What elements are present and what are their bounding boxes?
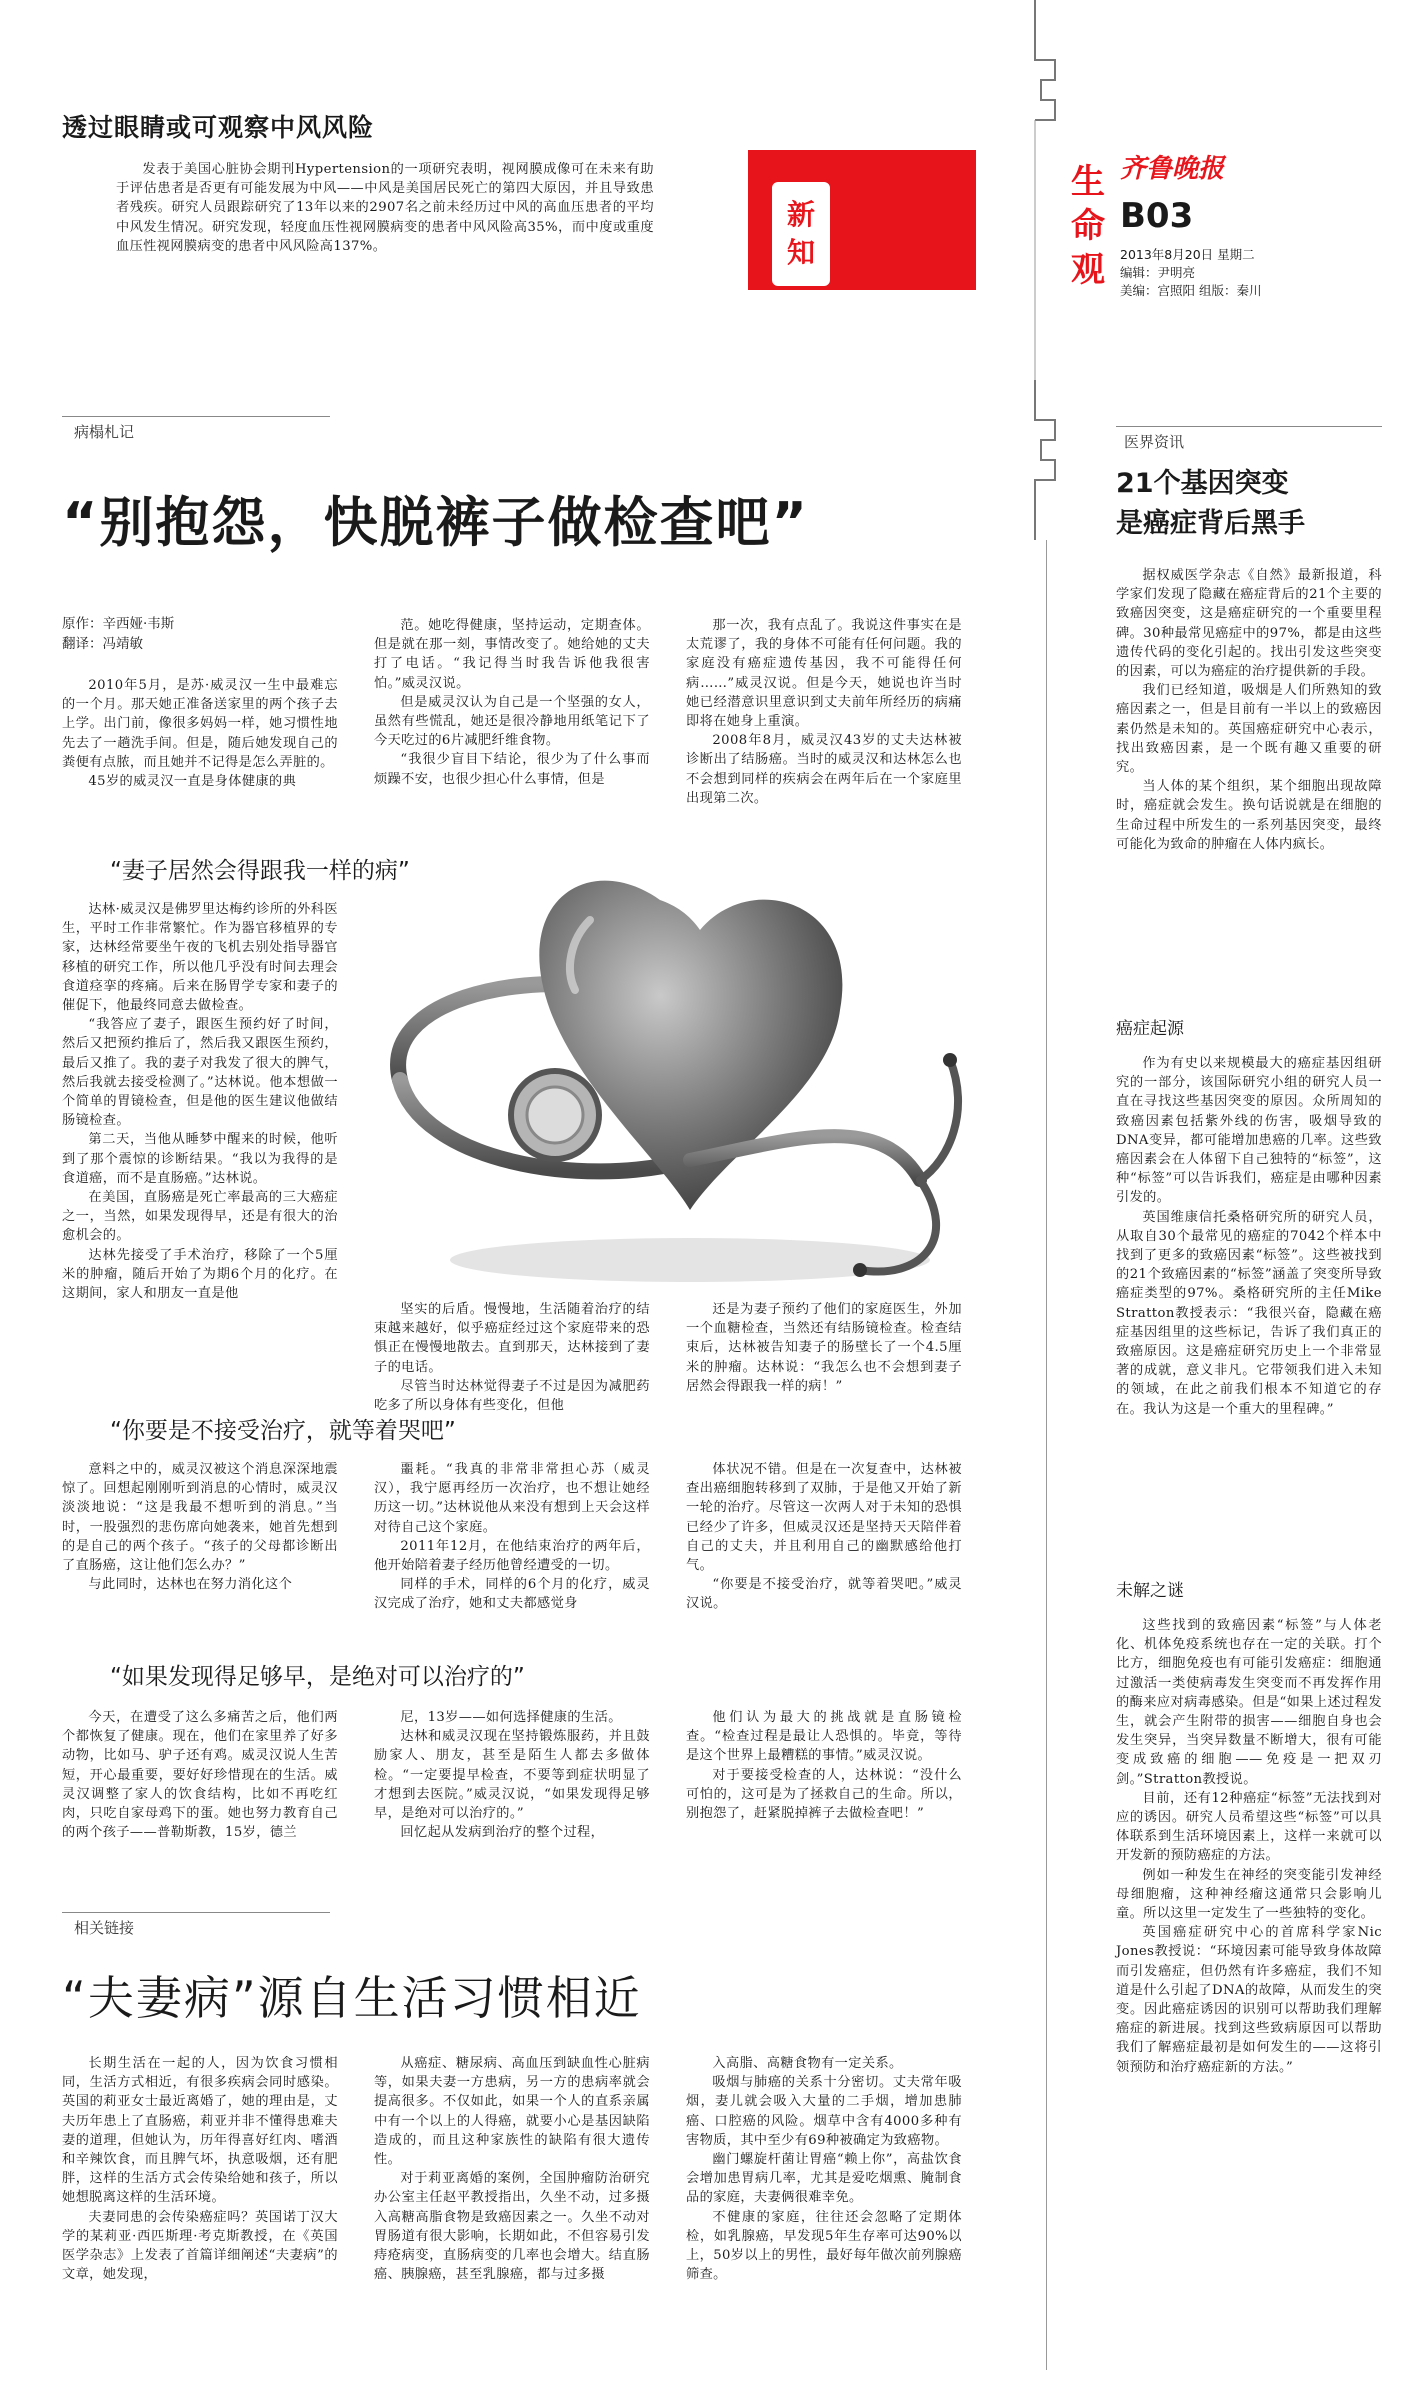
paragraph: 达林·威灵汉是佛罗里达梅约诊所的外科医生，平时工作非常繁忙。作为器官移植界的专家，达林经常要坐午夜的飞机去别处指导器官移植的研究工作，所以他几乎没有时间去理会食道痉挛的疼痛。后来在肠胃学专家和妻子的催促下，他最终同意去做检查。 bbox=[62, 902, 338, 1014]
paragraph: 那一次，我有点乱了。我说这件事实在是太荒谬了，我的身体不可能有任何问题。我的家庭没有癌症遗传基因，我不可能得任何病……”威灵汉说。但是今天，她说也许当时她已经潜意识里意识到丈夫前年所经历的病痛即将在她身上重演。 bbox=[686, 618, 962, 730]
paragraph: 例如一种发生在神经的突变能引发神经母细胞瘤，这种神经瘤这通常只会影响儿童。所以这里一定发生了一些独特的变化。 bbox=[1116, 1867, 1382, 1922]
paragraph: 入高脂、高糖食物有一定关系。 bbox=[712, 2056, 903, 2071]
sub2-col-2 bbox=[374, 1460, 650, 1614]
paragraph: 同样的手术，同样的6个月的化疗，威灵汉完成了治疗，她和丈夫都感觉身 bbox=[374, 1577, 650, 1612]
paragraph: 对于莉亚离婚的案例，全国肿瘤防治研究办公室主任赵平教授指出，久坐不动，过多摄入高糖高脂食物是致癌因素之一。久坐不动对胃肠道有很大影响，长期如此，不但容易引发痔疮病变，直肠病变的几率也会增大。结直肠癌、胰腺癌，甚至乳腺癌，都与过多摄 bbox=[374, 2171, 650, 2283]
paragraph: 达林先接受了手术治疗，移除了一个5厘米的肿瘤，随后开始了为期6个月的化疗。在这期间，家人和朋友一直是他 bbox=[62, 1247, 338, 1302]
credit-author: 原作：辛西娅·韦斯 bbox=[62, 616, 175, 632]
paragraph: 吸烟与肺癌的关系十分密切。丈夫常年吸烟，妻儿就会吸入大量的二手烟，增加患肺癌、口腔癌的风险。烟草中含有4000多种有害物质，其中至少有69种被确定为致癌物。 bbox=[686, 2075, 962, 2148]
sub2-col-3 bbox=[686, 1460, 962, 1614]
intro-col-3 bbox=[686, 616, 962, 808]
paragraph: 作为有史以来规模最大的癌症基因组研究的一部分，该国际研究小组的研究人员一直在寻找这些基因突变的原因。众所周知的致癌因素包括紫外线的伤害，吸烟导致的DNA变异，都可能增加患癌的几率。这些致癌因素会在人体留下自己独特的“标签”，这种“标签”可以告诉我们，癌症是由哪种因素引发的。 bbox=[1116, 1056, 1382, 1206]
sub3-title: “如果发现得足够早，是绝对可以治疗的” bbox=[110, 1664, 525, 1690]
masthead-ornament bbox=[1031, 0, 1061, 540]
paragraph: 据权威医学杂志《自然》最新报道，科学家们发现了隐藏在癌症背后的21个主要的致癌因突变，这是癌症研究的一个重要里程碑。30种最常见癌症中的97%，都是由这些遗传代码的变化引起的。找出引发这些突变的因素，可以为癌症的治疗提供新的手段。 bbox=[1116, 568, 1382, 680]
paragraph: 还是为妻子预约了他们的家庭医生，外加一个血糖检查，当然还有结肠镜检查。检查结束后，达林被告知妻子的肠壁长了一个4.5厘米的肿瘤。达林说：“我怎么也不会想到妻子居然会得跟我一样的病！” bbox=[686, 1302, 962, 1394]
sub1-title: “妻子居然会得跟我一样的病” bbox=[110, 858, 410, 884]
sidebar-sub2 bbox=[1116, 1616, 1382, 2077]
related-tag: 相关链接 bbox=[74, 1919, 135, 1937]
credit-translator: 翻译：冯靖敏 bbox=[62, 636, 143, 652]
sub3-col-2 bbox=[374, 1708, 650, 1842]
paragraph: 对于要接受检查的人，达林说：“没什么可怕的，这可是为了拯救自己的生命。所以，别抱怨了，赶紧脱掉裤子去做检查吧！” bbox=[686, 1767, 962, 1822]
paragraph: 回忆起从发病到治疗的整个过程， bbox=[400, 1825, 605, 1841]
sub1-bottom-col-1 bbox=[374, 1300, 650, 1415]
paragraph: “你要是不接受治疗，就等着哭吧。”威灵汉说。 bbox=[686, 1577, 962, 1612]
section-title: 生命观 bbox=[1071, 162, 1105, 290]
paragraph: 这些找到的致癌因素“标签”与人体老化、机体免疫系统也存在一定的关联。打个比方，细胞免疫也有可能引发癌症：细胞通过激活一类使病毒发生突变而不再发挥作用的酶来应对病毒感染。但是“如果上述过程发生，就会产生附带的损害——细胞自身也会发生突异，当突异数量不断增大，很有可能变成致癌的细胞——免疫是一把双刃剑。”Stratton教授说。 bbox=[1116, 1618, 1382, 1787]
design-line: 美编：宫照阳 组版：秦川 bbox=[1120, 283, 1262, 298]
sidebar-sub2-title: 未解之谜 bbox=[1116, 1581, 1184, 1601]
heart-stethoscope-image bbox=[360, 860, 980, 1300]
top-story-text: 发表于美国心脏协会期刊Hypertension的一项研究表明，视网膜成像可在未来有助于评估患者是否更有可能发展为中风——中风是美国居民死亡的第四大原因，并且导致患者残疾。研究人员跟踪研究了13年以来的2907名之前未经历过中风的高血压患者的平均中风发生情况。研究发现，轻度血压性视网膜病变的患者中风风险高35%，而中度或重度血压性视网膜病变的患者中风风险高137%。 bbox=[116, 162, 654, 254]
paragraph: 范。她吃得健康，坚持运动，定期查体。但是就在那一刻，事情改变了。她给她的丈夫打了电话。“我记得当时我告诉他我很害怕。”威灵汉说。 bbox=[374, 618, 650, 691]
paragraph: 尽管当时达林觉得妻子不过是因为减肥药吃多了所以身体有些变化，但他 bbox=[374, 1378, 650, 1414]
sub1-left-col bbox=[62, 900, 338, 1303]
sub1-bottom-col-2 bbox=[686, 1300, 962, 1396]
paragraph: 意料之中的，威灵汉被这个消息深深地震惊了。回想起刚刚听到消息的心情时，威灵汉淡淡地说：“这是我最不想听到的消息。”当时，一股强烈的悲伤席向她袭来，她首先想到的是自己的两个孩子。“孩子的父母都诊断出了直肠癌，这让他们怎么办？” bbox=[62, 1462, 338, 1574]
paragraph: 噩耗。“我真的非常非常担心苏（威灵汉），我宁愿再经历一次治疗，也不想让她经历这一切。”达林说他从来没有想到上天会这样对待自己这个家庭。 bbox=[374, 1462, 650, 1535]
sidebar-divider bbox=[1046, 540, 1047, 2370]
paragraph: 英国癌症研究中心的首席科学家Nic Jones教授说：“环境因素可能导致身体故障而引发癌症，但仍然有许多癌症，我们不知道是什么引起了DNA的故障，从而发生的突变。因此癌症诱因的识别可以帮助我们理解癌症的新进展。找到这些致病原因可以帮助我们了解癌症最初是如何发生的——这将引领预防和治疗癌症新的方法。” bbox=[1116, 1925, 1382, 2075]
related-col-3 bbox=[686, 2054, 962, 2284]
sub2-col-1 bbox=[62, 1460, 338, 1594]
main-tag: 病榻札记 bbox=[74, 423, 135, 441]
sub3-col-3 bbox=[686, 1708, 962, 1823]
editor-line: 编辑：尹明亮 bbox=[1120, 265, 1196, 280]
paragraph: 与此同时，达林也在努力消化这个 bbox=[88, 1577, 293, 1593]
sidebar-headline-2: 是癌症背后黑手 bbox=[1116, 508, 1305, 539]
sub3-col-1 bbox=[62, 1708, 338, 1842]
related-tag-row bbox=[62, 1912, 330, 1938]
sidebar-tag: 医界资讯 bbox=[1124, 433, 1185, 451]
date-line: 2013年8月20日 星期二 bbox=[1120, 247, 1255, 262]
sidebar-tag-row bbox=[1116, 426, 1382, 452]
paragraph: 2010年5月，是苏·威灵汉一生中最难忘的一个月。那天她正准备送家里的两个孩子去上学。出门前，像很多妈妈一样，她习惯性地先去了一趟洗手间。但是，随后她发现自己的粪便有点脓，而且她并不记得是怎么弄脏的。 bbox=[62, 678, 338, 770]
paragraph: 尼，13岁——如何选择健康的生活。 bbox=[400, 1710, 622, 1725]
badge-seal bbox=[770, 180, 832, 288]
related-col-1 bbox=[62, 2054, 338, 2284]
paragraph: 目前，还有12种癌症“标签”无法找到对应的诱因。研究人员希望这些“标签”可以具体联系到生活环境因素上，这样一来就可以开发新的预防癌症的方法。 bbox=[1116, 1790, 1382, 1864]
sidebar-intro bbox=[1116, 566, 1382, 854]
sidebar-headline-1: 21个基因突变 bbox=[1116, 468, 1289, 499]
paragraph: “我答应了妻子，跟医生预约好了时间，然后又把预约推后了，然后我又跟医生预约，最后又推了。我的妻子对我发了很大的脾气，然后我就去接受检测了。”达林说。他本想做一个简单的胃镜检查，但是他的医生建议他做结肠镜检查。 bbox=[62, 1017, 338, 1129]
paragraph: 在美国，直肠癌是死亡率最高的三大癌症之一，当然，如果发现得早，还是有很大的治愈机会的。 bbox=[62, 1190, 338, 1244]
sub2-title: “你要是不接受治疗，就等着哭吧” bbox=[110, 1418, 456, 1444]
paragraph: 他们认为最大的挑战就是直肠镜检查。“检查过程是最让人恐惧的。毕竟，等待是这个世界上最糟糕的事情。”威灵汉说。 bbox=[686, 1710, 962, 1764]
sidebar-sub1-title: 癌症起源 bbox=[1116, 1019, 1184, 1039]
top-story-body bbox=[116, 160, 654, 256]
badge-text: 新知 bbox=[786, 198, 815, 269]
intro-col-1 bbox=[62, 676, 338, 791]
paragraph: 45岁的威灵汉一直是身体健康的典 bbox=[88, 774, 297, 790]
paragraph: 不健康的家庭，往往还会忽略了定期体检，如乳腺癌，早发现5年生存率可达90%以上，50岁以上的男性，最好每年做次前列腺癌筛查。 bbox=[686, 2209, 962, 2283]
paragraph: 夫妻同患的会传染癌症吗？英国诺丁汉大学的某莉亚·西匹斯理·考克斯教授，在《英国医学杂志》上发表了首篇详细阐述“夫妻病”的文章，她发现， bbox=[62, 2209, 338, 2283]
paragraph: 2008年8月，威灵汉43岁的丈夫达林被诊断出了结肠癌。当时的威灵汉和达林怎么也不会想到同样的疾病会在两年后在一个家庭里出现第二次。 bbox=[686, 733, 962, 806]
meander-border-icon bbox=[1031, 0, 1061, 540]
main-tag-row bbox=[62, 416, 330, 442]
paragraph: 长期生活在一起的人，因为饮食习惯相同，生活方式相近，有很多疾病会同时感染。英国的莉亚女士最近离婚了，她的理由是，丈夫历年患上了直肠癌，莉亚并非不懂得患难夫妻的道理，但她认为，历年得喜好红肉、嗜酒和辛辣饮食，而且脾气坏，执意吸烟，还有肥胖，这样的生活方式会传染给她和孩子，所以她想脱离这样的生活环境。 bbox=[62, 2056, 338, 2206]
paragraph: 从癌症、糖尿病、高血压到缺血性心脏病等，如果夫妻一方患病，另一方的患病率就会提高很多。不仅如此，如果一个人的直系亲属中有一个以上的人得癌，就要小心是基因缺陷造成的，而且这种家族性的缺陷有很大遗传性。 bbox=[374, 2056, 650, 2168]
related-headline: “夫妻病”源自生活习惯相近 bbox=[62, 1971, 642, 2025]
paragraph: 第二天，当他从睡梦中醒来的时候，他听到了那个震惊的诊断结果。“我以为我得的是食道癌，而不是直肠癌。”达林说。 bbox=[62, 1132, 338, 1186]
paragraph: “我很少盲目下结论，很少为了什么事而烦躁不安，也很少担心什么事情，但是 bbox=[374, 752, 650, 787]
paragraph: 坚实的后盾。慢慢地，生活随着治疗的结束越来越好，似乎癌症经过这个家庭带来的恐惧正在慢慢地散去。直到那天，达林接到了妻子的电话。 bbox=[374, 1302, 650, 1375]
related-col-2 bbox=[374, 2054, 650, 2284]
paragraph: 体状况不错。但是在一次复查中，达林被查出癌细胞转移到了双肺，于是他又开始了新一轮的治疗。尽管这一次两人对于未知的恐惧已经少了许多，但威灵汉还是坚持天天陪伴着自己的丈夫，并且利用自己的幽默感给他打气。 bbox=[686, 1462, 962, 1574]
paragraph: 英国维康信托桑格研究所的研究人员，从取自30个最常见的癌症的7042个样本中找到了更多的致癌因素“标签”。这些被找到的21个致癌因素的“标签”涵盖了突变所导致癌症类型的97%。桑格研究所的主任Mike Stratton教授表示：“我很兴奋，隐藏在癌症基因组里的这些标记，告诉了我们真正的致癌原因。这是癌症研究历史上一个非常显著的成就，意义非凡。它带领我们进入未知的领域，在此之前我们根本不知道它的存在。我认为这是一个重大的里程碑。” bbox=[1116, 1209, 1382, 1417]
paragraph: 但是威灵汉认为自己是一个坚强的女人，虽然有些慌乱，她还是很冷静地用纸笔记下了今天吃过的6片减肥纤维食物。 bbox=[374, 694, 650, 749]
paragraph: 幽门螺旋杆菌让胃癌“赖上你”，高盐饮食会增加患胃病几率，尤其是爱吃烟熏、腌制食品的家庭，夫妻俩很难幸免。 bbox=[686, 2152, 962, 2206]
sidebar-sub1 bbox=[1116, 1054, 1382, 1419]
heart-stethoscope-icon bbox=[360, 860, 980, 1300]
paragraph: 2011年12月，在他结束治疗的两年后，他开始陪着妻子经历他曾经遭受的一切。 bbox=[374, 1538, 650, 1574]
page-code: B03 bbox=[1120, 196, 1194, 236]
paragraph: 当人体的某个组织，某个细胞出现故障时，癌症就会发生。换句话说就是在细胞的生命过程中所发生的一系列基因突变，最终可能化为致命的肿瘤在人体内疯长。 bbox=[1116, 779, 1382, 852]
intro-col-2 bbox=[374, 616, 650, 789]
paragraph: 达林和威灵汉现在坚持锻炼服药，并且鼓励家人、朋友，甚至是陌生人都去多做体检。“一定要提早检查，不要等到症状明显了才想到去医院。”威灵汉说，“如果发现得足够早，是绝对可以治疗的。” bbox=[374, 1729, 650, 1822]
paragraph: 今天，在遭受了这么多痛苦之后，他们两个都恢复了健康。现在，他们在家里养了好多动物，比如马、驴子还有鸡。威灵汉说人生苦短，开心最重要，要好好珍惜现在的生活。威灵汉调整了家人的饮食结构，比如不再吃红肉，只吃自家母鸡下的蛋。她也努力教育自己的两个孩子——普勒斯教，15岁，德兰 bbox=[62, 1710, 338, 1841]
newspaper-logo: 齐鲁晚报 bbox=[1120, 154, 1225, 184]
main-headline: “别抱怨，快脱裤子做检查吧” bbox=[62, 491, 809, 554]
paragraph: 我们已经知道，吸烟是人们所熟知的致癌因素之一，但是目前有一半以上的致癌因素仍然是未知的。英国癌症研究中心表示，找出致癌因素，是一个既有趣又重要的研究。 bbox=[1116, 683, 1382, 776]
top-story-title: 透过眼睛或可观察中风风险 bbox=[62, 113, 375, 142]
